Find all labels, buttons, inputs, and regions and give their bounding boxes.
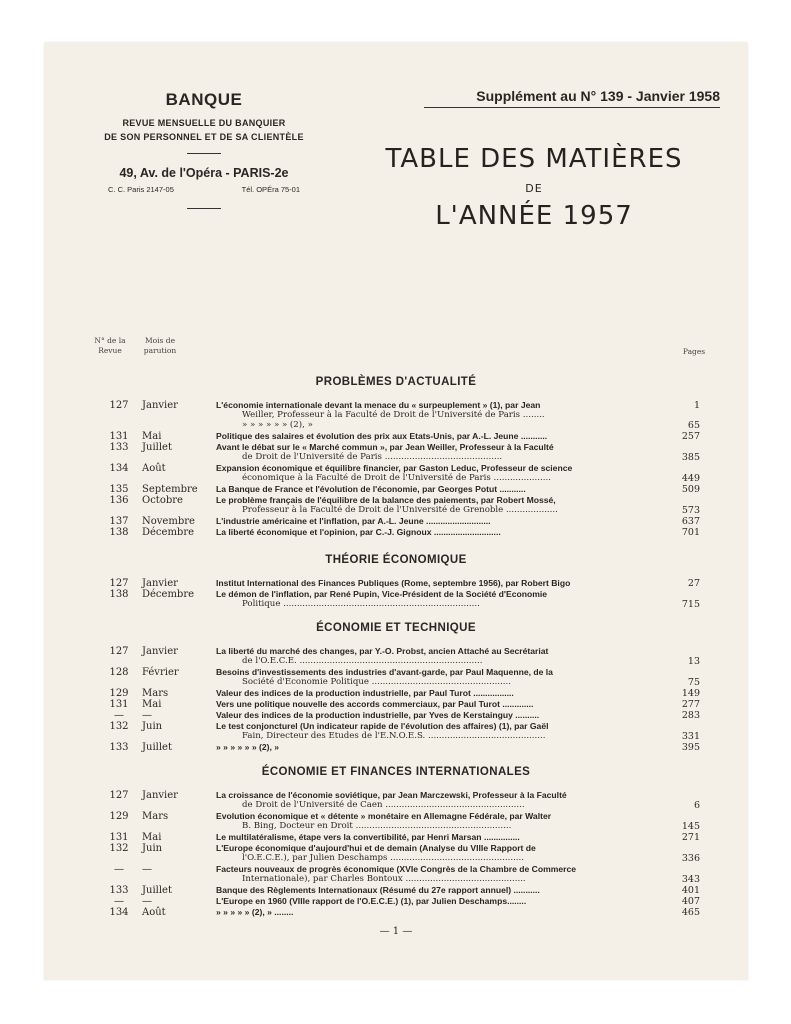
article-line: Le multilatéralisme, étape vers la convertibilité, par Henri Marsan ............... xyxy=(216,832,520,842)
divider xyxy=(187,153,221,154)
article-title xyxy=(216,527,668,537)
article-line: Société d'Economie Politique ................................................... xyxy=(242,677,512,687)
article-line: Politique ........................................................................ xyxy=(242,599,480,609)
article-title xyxy=(216,896,668,906)
issue-number: 137 xyxy=(109,516,129,527)
article-title xyxy=(216,710,668,720)
article-line: L'industrie américaine et l'inflation, par A.-L. Jeune ........................... xyxy=(216,516,491,526)
article-line: » » » » » (2), » ........ xyxy=(216,907,294,917)
issue-month: Novembre xyxy=(142,516,195,527)
contact-line xyxy=(104,185,304,194)
issue-number: 132 xyxy=(109,721,129,732)
article-line: Banque des Règlements Internationaux (Résumé du 27e rapport annuel) ........... xyxy=(216,885,540,895)
article-line: Avant le débat sur le « Marché commun », par Jean Weiller, Professeur à la Faculté xyxy=(216,442,554,452)
article-line: » » » » » » (2), » xyxy=(216,742,280,752)
article-line: de l'O.E.C.E. ................................................................... xyxy=(242,656,483,666)
issue-month: Août xyxy=(142,907,166,918)
article-line: l'O.E.C.E.), par Julien Deschamps ................................................. xyxy=(242,853,525,863)
article-title xyxy=(216,589,668,609)
article-line: de Droit de l'Université de Paris ........................................... xyxy=(242,452,503,462)
issue-number: 133 xyxy=(109,442,129,453)
page-reference: 449 xyxy=(681,473,700,484)
article-title xyxy=(216,864,668,884)
page-title xyxy=(364,144,704,231)
issue-number: 134 xyxy=(109,463,129,474)
issue-number: 136 xyxy=(109,495,129,506)
supplement-line: Supplément au N° 139 - Janvier 1958 xyxy=(424,88,720,108)
article-title xyxy=(216,843,668,863)
page-reference: 573 xyxy=(681,505,700,516)
page-reference: 27 xyxy=(687,578,700,589)
article-line: La liberté économique et l'opinion, par C.-J. Gignoux ............................ xyxy=(216,527,501,537)
issue-month: — xyxy=(142,864,152,875)
article-line: Politique des salaires et évolution des prix aux Etats-Unis, par A.-L. Jeune ........... xyxy=(216,431,548,441)
page-reference: 65 xyxy=(687,420,700,431)
issue-number: 133 xyxy=(109,742,129,753)
issue-number: 127 xyxy=(109,578,129,589)
article-line: de Droit de l'Université de Caen ................................................... xyxy=(242,800,525,810)
article-title xyxy=(216,832,668,842)
publisher-address: 49, Av. de l'Opéra - PARIS-2e xyxy=(119,166,289,180)
page-reference: 509 xyxy=(681,484,700,495)
page-reference: 343 xyxy=(681,874,700,885)
page-reference: 271 xyxy=(681,832,700,843)
publisher-block xyxy=(104,90,304,209)
page-reference: 149 xyxy=(681,688,700,699)
article-line: Expansion économique et équilibre financier, par Gaston Leduc, Professeur de science xyxy=(216,463,573,473)
issue-number: — xyxy=(114,896,124,907)
section-title: ÉCONOMIE ET FINANCES INTERNATIONALES xyxy=(261,766,531,778)
issue-month: Mai xyxy=(142,832,162,843)
brand-subtitle-1: REVUE MENSUELLE DU BANQUIER xyxy=(122,118,286,128)
issue-month: Juin xyxy=(142,721,163,732)
postal-account: C. C. Paris 2147-05 xyxy=(108,185,174,194)
issue-number: — xyxy=(114,864,124,875)
column-header-pages: Pages xyxy=(682,347,706,356)
issue-number: — xyxy=(114,710,124,721)
section-title: ÉCONOMIE ET TECHNIQUE xyxy=(316,622,476,634)
issue-month: Mars xyxy=(142,688,169,699)
issue-month: Juin xyxy=(142,843,163,854)
article-title xyxy=(216,721,668,741)
telephone: Tél. OPÉra 75-01 xyxy=(241,185,300,194)
article-line: Weiller, Professeur à la Faculté de Droit de l'Université de Paris ........ xyxy=(242,410,545,420)
article-line: Vers une politique nouvelle des accords commerciaux, par Paul Turot ............. xyxy=(216,699,534,709)
article-title xyxy=(216,578,668,588)
brand-name: BANQUE xyxy=(165,90,243,109)
page-reference: 283 xyxy=(681,710,700,721)
article-line: économique à la Faculté de Droit de l'Université de Paris ..................... xyxy=(242,473,551,483)
article-line: L'Europe en 1960 (VIIIe rapport de l'O.E.C.E.) (1), par Julien Deschamps........ xyxy=(216,896,527,906)
issue-month: Janvier xyxy=(142,400,178,411)
article-title xyxy=(216,442,668,462)
divider xyxy=(187,208,221,209)
issue-month: Janvier xyxy=(142,646,178,657)
document-page xyxy=(44,42,748,980)
issue-month: — xyxy=(142,710,152,721)
issue-number: 127 xyxy=(109,646,129,657)
article-line: Evolution économique et « détente » monétaire en Allemagne Fédérale, par Walter xyxy=(216,811,552,821)
article-line: Fain, Directeur des Etudes de l'E.N.O.E.S. ........................................... xyxy=(242,731,546,741)
article-title xyxy=(216,667,668,687)
page-reference: 385 xyxy=(681,452,700,463)
issue-month: Juillet xyxy=(142,885,172,896)
issue-month: Octobre xyxy=(142,495,183,506)
title-line-1: TABLE DES MATIÈRES xyxy=(385,144,683,174)
article-title xyxy=(216,907,668,917)
article-line: B. Bing, Docteur en Droit ......................................................... xyxy=(242,821,512,831)
article-line: Internationale), par Charles Bontoux ............................................ xyxy=(242,874,526,884)
article-line: La croissance de l'économie soviétique, par Jean Marczewski, Professeur à la Faculté xyxy=(216,790,567,800)
issue-number: 127 xyxy=(109,400,129,411)
page-reference: 407 xyxy=(681,896,700,907)
issue-month: Septembre xyxy=(142,484,198,495)
article-title xyxy=(216,742,668,752)
article-line: L'Europe économique d'aujourd'hui et de demain (Analyse du VIIIe Rapport de xyxy=(216,843,536,853)
article-line: Le problème français de l'équilibre de la balance des paiements, par Robert Mossé, xyxy=(216,495,556,505)
page-reference: 701 xyxy=(681,527,700,538)
article-title xyxy=(216,516,668,526)
issue-number: 129 xyxy=(109,688,129,699)
issue-month: Février xyxy=(142,667,179,678)
article-line: La liberté du marché des changes, par Y.-O. Probst, ancien Attaché au Secrétariat xyxy=(216,646,549,656)
page-reference: 637 xyxy=(681,516,700,527)
issue-month: — xyxy=(142,896,152,907)
issue-number: 129 xyxy=(109,811,129,822)
article-title xyxy=(216,463,668,483)
issue-number: 128 xyxy=(109,667,129,678)
article-title xyxy=(216,688,668,698)
issue-month: Janvier xyxy=(142,578,178,589)
article-title xyxy=(216,400,668,430)
page-reference: 277 xyxy=(681,699,700,710)
issue-month: Mars xyxy=(142,811,169,822)
page-reference: 331 xyxy=(681,731,700,742)
issue-number: 138 xyxy=(109,527,129,538)
page-reference: 75 xyxy=(687,677,700,688)
issue-number: 133 xyxy=(109,885,129,896)
article-title xyxy=(216,885,668,895)
issue-month: Juillet xyxy=(142,742,172,753)
article-title xyxy=(216,646,668,666)
brand-subtitle-2: DE SON PERSONNEL ET DE SA CLIENTÈLE xyxy=(104,132,304,142)
article-line: La Banque de France et l'évolution de l'économie, par Georges Potut ........... xyxy=(216,484,526,494)
page-reference: 13 xyxy=(687,656,700,667)
article-line: Besoins d'investissements des industries d'avant-garde, par Paul Maquenne, de la xyxy=(216,667,553,677)
title-line-2: DE xyxy=(525,182,543,195)
article-line: Institut International des Finances Publiques (Rome, septembre 1956), par Robert Bigo xyxy=(216,578,571,588)
section-title: PROBLÈMES D'ACTUALITÉ xyxy=(315,376,477,388)
article-title xyxy=(216,811,668,831)
article-line: Facteurs nouveaux de progrès économique (XVIe Congrès de la Chambre de Commerce xyxy=(216,864,577,874)
issue-month: Décembre xyxy=(142,589,195,600)
issue-month: Mai xyxy=(142,699,162,710)
article-line: Professeur à la Faculté de Droit de l'Université de Grenoble ................... xyxy=(242,505,558,515)
issue-number: 131 xyxy=(109,699,129,710)
issue-month: Juillet xyxy=(142,442,172,453)
issue-number: 127 xyxy=(109,790,129,801)
issue-month: Août xyxy=(142,463,166,474)
page-number: — 1 — xyxy=(379,926,413,937)
page-reference: 395 xyxy=(681,742,700,753)
article-line: Valeur des indices de la production industrielle, par Yves de Kerstainguy .......... xyxy=(216,710,540,720)
issue-month: Mai xyxy=(142,431,162,442)
page-reference: 336 xyxy=(681,853,700,864)
article-title xyxy=(216,699,668,709)
page-reference: 715 xyxy=(681,599,700,610)
article-title xyxy=(216,484,668,494)
issue-number: 135 xyxy=(109,484,129,495)
article-title xyxy=(216,790,668,810)
article-line: Le test conjoncturel (Un indicateur rapide de l'évolution des affaires) (1), par Gaël xyxy=(216,721,549,731)
article-line: Valeur des indices de la production industrielle, par Paul Turot ................. xyxy=(216,688,514,698)
page-reference: 257 xyxy=(681,431,700,442)
issue-month: Janvier xyxy=(142,790,178,801)
column-header-month: Mois de parution xyxy=(143,336,177,355)
article-line: Le démon de l'inflation, par René Pupin, Vice-Président de la Société d'Economie xyxy=(216,589,548,599)
article-title xyxy=(216,495,668,515)
article-line: L'économie internationale devant la menace du « surpeuplement » (1), par Jean xyxy=(216,400,541,410)
column-header-number: N° de la Revue xyxy=(94,336,126,355)
issue-month: Décembre xyxy=(142,527,195,538)
page-reference: 1 xyxy=(693,400,700,411)
issue-number: 138 xyxy=(109,589,129,600)
section-title: THÉORIE ÉCONOMIQUE xyxy=(325,554,467,566)
article-line: » » » » » » (2), » xyxy=(242,420,313,430)
page-reference: 401 xyxy=(681,885,700,896)
issue-number: 134 xyxy=(109,907,129,918)
page-reference: 465 xyxy=(681,907,700,918)
page-reference: 145 xyxy=(681,821,700,832)
page-reference: 6 xyxy=(693,800,700,811)
issue-number: 131 xyxy=(109,832,129,843)
article-title xyxy=(216,431,668,441)
issue-number: 131 xyxy=(109,431,129,442)
issue-number: 132 xyxy=(109,843,129,854)
title-line-3: L'ANNÉE 1957 xyxy=(435,201,633,231)
